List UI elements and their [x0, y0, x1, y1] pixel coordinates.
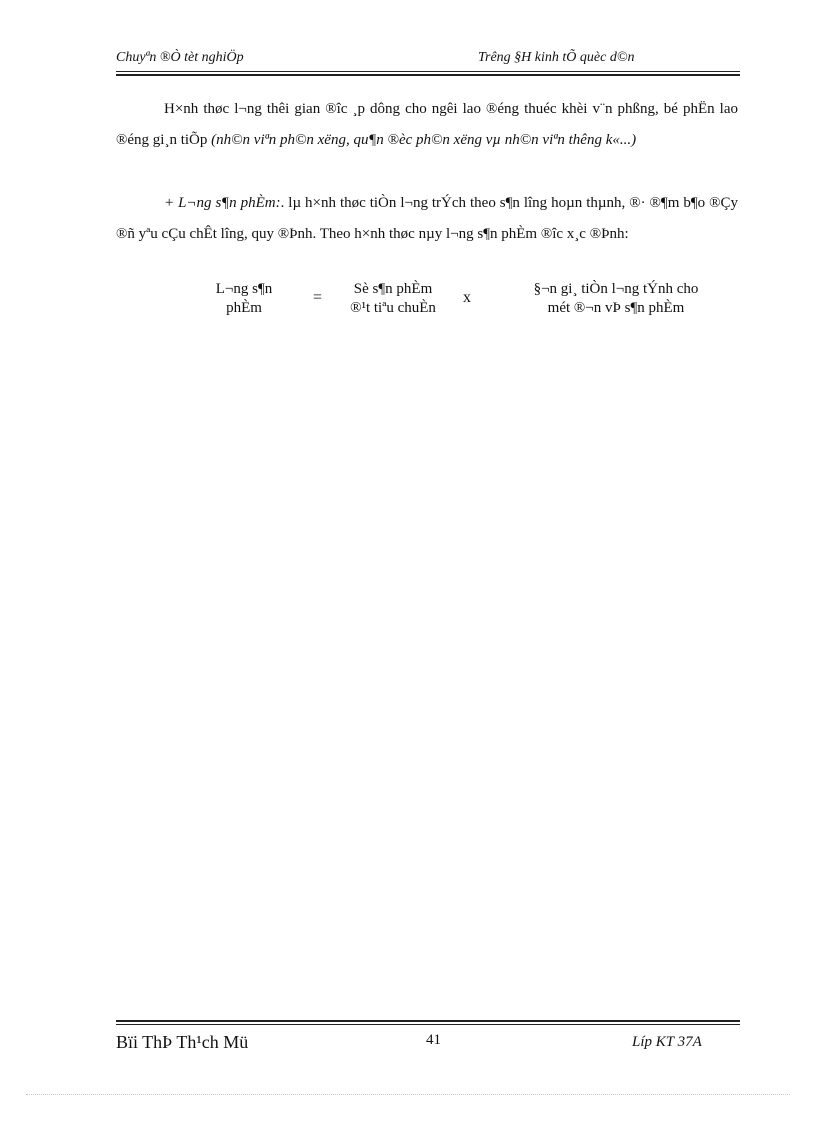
footer-rule: [116, 1024, 740, 1025]
formula-text: L¬ng s¶n: [215, 281, 273, 297]
paragraph-time-wage: [116, 94, 738, 156]
paragraph-text: . lµ h×nh thøc tiÒn l¬ng trÝch theo s¶n lîng hoµn thµnh, ®· ®¶m b¶o ®Çy ®ñ yªu cÇu chÊt lîng, quy ®Þnh. Theo h×nh thøc nµy l¬ng s¶n phÈm ®îc x¸c ®Þnh:: [116, 195, 738, 242]
page-number: 41: [426, 1032, 441, 1048]
formula-text: §¬n gi¸ tiÒn l¬ng tÝnh cho: [533, 281, 699, 297]
footer-class: Líp KT 37A: [632, 1034, 702, 1050]
formula-term-quantity: [330, 280, 456, 318]
footer-author: Bïi ThÞ Th¹ch Mü: [116, 1032, 249, 1052]
page-bottom-dotted-line: [26, 1094, 790, 1095]
header-rule: [116, 71, 740, 72]
paragraph-text: H×nh thøc l¬ng thêi gian ®îc ¸p dông cho ngêi lao ®éng thuéc khèi v¨n phßng, bé phËn lao ®éng gi¸n tiÕp: [116, 101, 738, 148]
paragraph-product-wage: [116, 188, 738, 250]
wage-formula: [0, 280, 816, 324]
formula-term-product-wage: [196, 280, 292, 318]
footer-rule-thick: [116, 1020, 740, 1022]
paragraph-italic-heading: + L¬ng s¶n phÈm:: [164, 195, 281, 211]
formula-text: mét ®¬n vÞ s¶n phÈm: [547, 300, 685, 316]
header-rule-thick: [116, 74, 740, 76]
formula-equals: =: [313, 289, 323, 306]
formula-text: ®¹t tiªu chuÈn: [350, 300, 436, 316]
header-title-left: Chuyªn ®Ò tèt nghiÖp: [116, 50, 244, 65]
formula-term-unit-price: [496, 280, 736, 318]
paragraph-italic-note: (nh©n viªn ph©n xëng, qu¶n ®èc ph©n xëng vµ nh©n viªn thêng k«...): [211, 132, 637, 148]
header-title-right: Trêng §H kinh tÕ quèc d©n: [478, 50, 635, 65]
formula-text: Sè s¶n phÈm: [353, 281, 433, 297]
formula-times: x: [463, 289, 471, 306]
formula-text: phÈm: [226, 300, 262, 316]
